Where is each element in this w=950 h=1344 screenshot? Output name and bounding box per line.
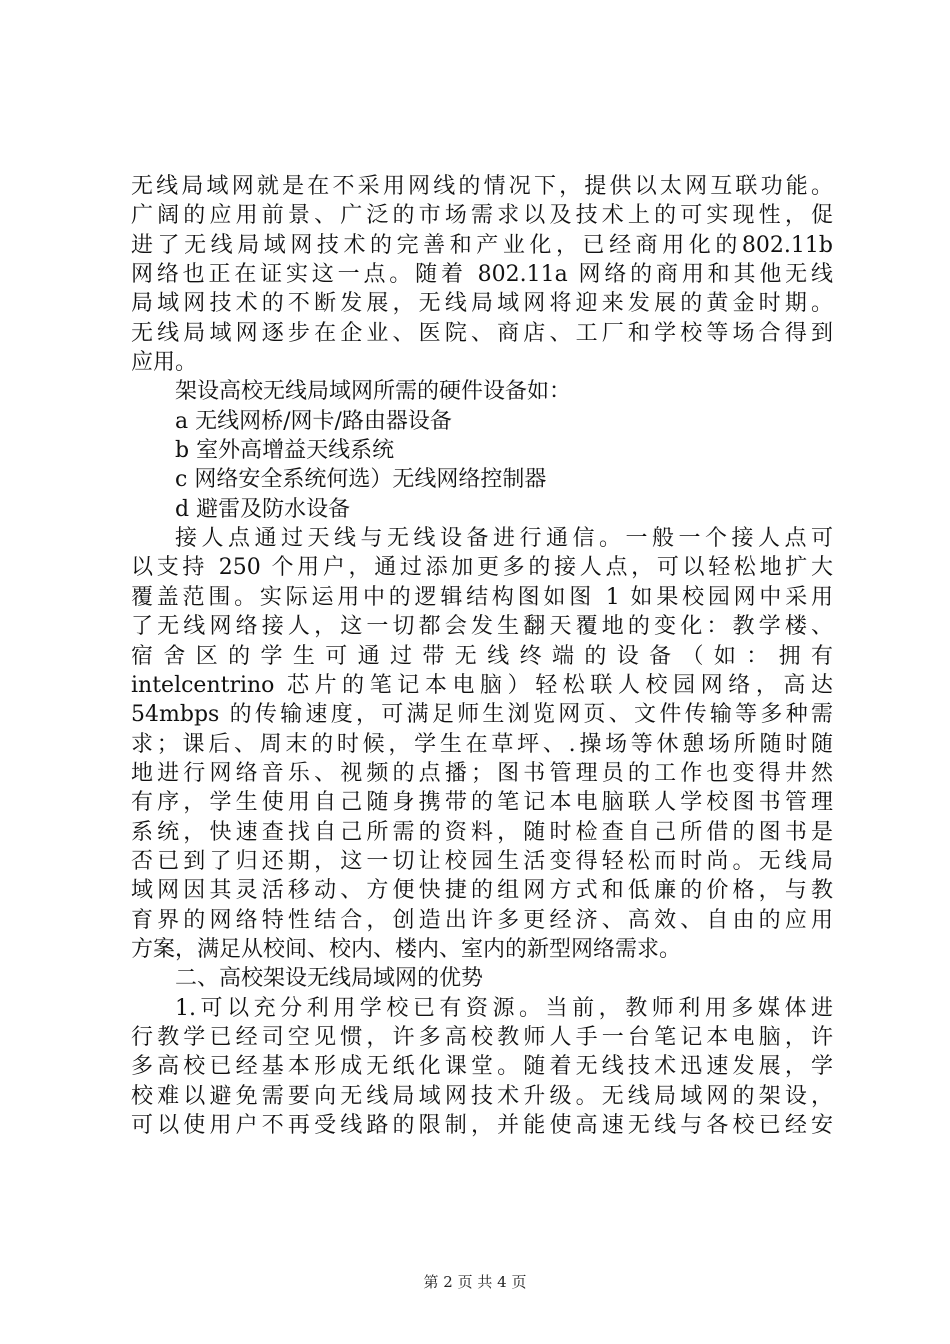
text-line: 网络也正在证实这一点。随着 802.11a 网络的商用和其他无线 — [131, 262, 833, 288]
text-line: 了无线网络接人，这一切都会发生翻天覆地的变化：教学楼、 — [131, 614, 833, 640]
text-line: 应用。 — [131, 350, 198, 376]
text-line: 可以使用户不再受线路的限制，并能使高速无线与各校已经安 — [131, 1113, 833, 1138]
text-line: 广阔的应用前景、广泛的市场需求以及技术上的可实现性，促 — [131, 203, 833, 229]
document-body — [131, 172, 833, 1140]
page-footer: 第 2 页 共 4 页 — [423, 1273, 527, 1291]
text-line: 进了无线局域网技术的完善和产业化，已经商用化的802.11b — [131, 232, 833, 258]
text-line: 地进行网络音乐、视频的点播；图书管理员的工作也变得井然 — [131, 760, 833, 786]
text-line: 接人点通过天线与无线设备进行通信。一般一个接人点可 — [175, 526, 833, 552]
text-line: b 室外高增益天线系统 — [175, 438, 395, 464]
text-line: 育界的网络特性结合，创造出许多更经济、高效、自由的应用 — [131, 907, 833, 933]
text-line: 架设高校无线局域网所需的硬件设备如： — [175, 379, 572, 405]
text-line: 二、高校架设无线局域网的优势 — [175, 966, 484, 992]
text-line: 方案，满足从校间、校内、楼内、室内的新型网络需求。 — [131, 936, 682, 962]
text-line: 无线局域网就是在不采用网线的情况下，提供以太网互联功能。 — [131, 174, 833, 199]
text-line: 域网因其灵活移动、方便快捷的组网方式和低廉的价格，与教 — [131, 878, 833, 904]
text-line: 1.可以充分利用学校已有资源。当前，教师利用多媒体进 — [175, 995, 833, 1021]
text-line: 局域网技术的不断发展，无线局域网将迎来发展的黄金时期。 — [131, 291, 833, 317]
text-line: 求；课后、周末的时候，学生在草坪、.操场等休憩场所随时随 — [131, 731, 833, 757]
text-line: 以支持 250 个用户，通过添加更多的接人点，可以轻松地扩大 — [131, 555, 833, 581]
text-line: 多高校已经基本形成无纸化课堂。随着无线技术迅速发展，学 — [131, 1054, 833, 1080]
text-line: 校难以避免需要向无线局域网技术升级。无线局域网的架设， — [131, 1083, 833, 1109]
text-line: 系统，快速查找自己所需的资料，随时检查自己所借的图书是 — [131, 819, 833, 845]
text-line: 行教学已经司空见惯，许多高校教师人手一台笔记本电脑，许 — [131, 1024, 833, 1050]
text-line: 54mbps 的传输速度，可满足师生浏览网页、文件传输等多种需 — [131, 702, 833, 728]
text-line: 无线局域网逐步在企业、医院、商店、工厂和学校等场合得到 — [131, 320, 833, 346]
text-line: 有序，学生使用自己随身携带的笔记本电脑联人学校图书管理 — [131, 790, 833, 816]
text-line: intelcentrino 芯片的笔记本电脑）轻松联人校园网络，高达 — [131, 672, 833, 698]
text-line: d 避雷及防水设备 — [175, 496, 351, 522]
text-line: 覆盖范围。实际运用中的逻辑结构图如图 1 如果校园网中采用 — [131, 584, 833, 610]
text-line: 宿 舍 区 的 学 生 可 通 过 带 无 线 终 端 的 设 备 （ 如 ： 拥 有 — [131, 643, 833, 669]
text-line: c 网络安全系统何选）无线网络控制器 — [175, 467, 547, 493]
text-line: a 无线网桥/网卡/路由器设备 — [175, 408, 452, 434]
text-line: 否已到了归还期，这一切让校园生活变得轻松而时尚。无线局 — [131, 848, 833, 874]
